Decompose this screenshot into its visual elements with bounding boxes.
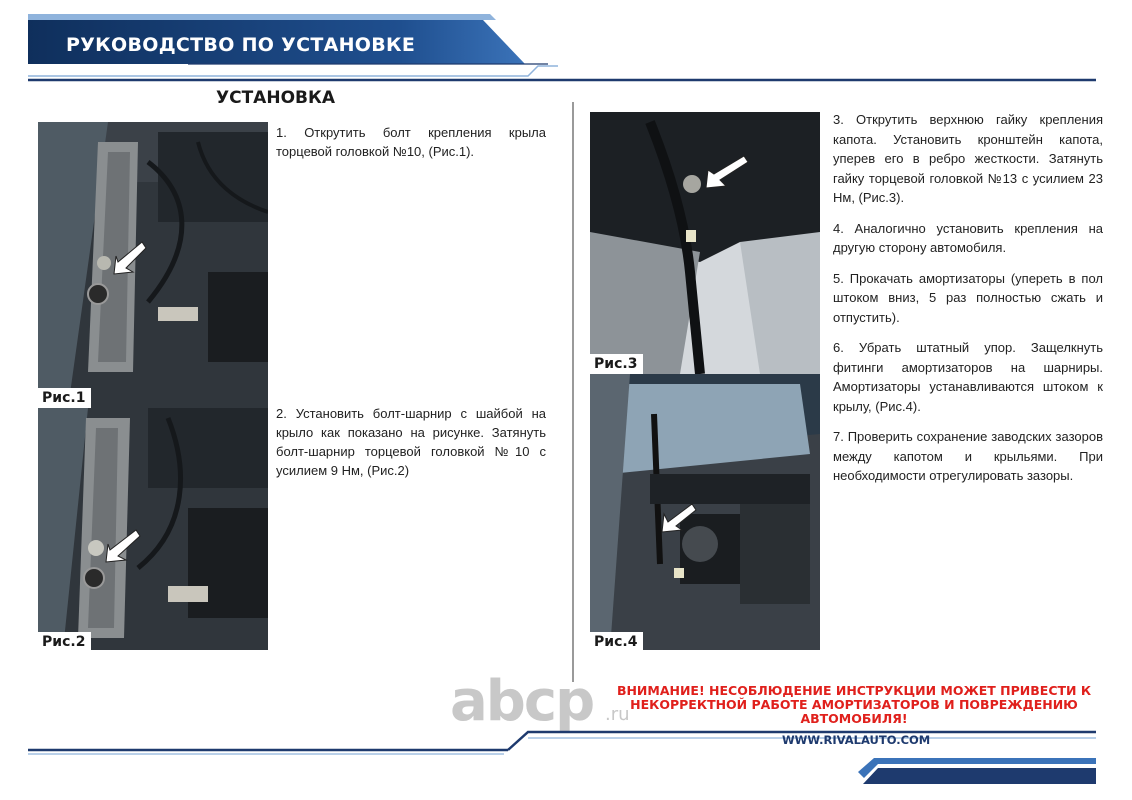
step-4-text: 4. Аналогично установить крепления на другую сторону автомобиля. (833, 220, 1103, 255)
header-rule (28, 60, 1096, 84)
website-link[interactable]: WWW.RIVALAUTO.COM (782, 733, 931, 747)
column-divider (572, 102, 574, 682)
figure-4-caption: Рис.4 (590, 632, 643, 650)
figure-2-caption: Рис.2 (38, 632, 91, 650)
figure-2-photo (38, 408, 268, 650)
figure-3-photo (590, 112, 820, 374)
figure-4-photo (590, 374, 820, 650)
footer-rule (28, 728, 1096, 784)
warning-line-1: ВНИМАНИЕ! НЕСОБЛЮДЕНИЕ ИНСТРУКЦИИ МОЖЕТ ПРИВЕСТИ К (616, 683, 1092, 698)
page-header-title: РУКОВОДСТВО ПО УСТАНОВКЕ (66, 34, 416, 56)
step-2-text: 2. Установить болт-шарнир с шайбой на крыло как показано на рисунке. Затянуть болт-шарнир торцевой головкой №10 с усилием 9 Нм, (Рис.2) (276, 406, 546, 478)
section-title: УСТАНОВКА (216, 88, 336, 108)
figure-3-caption: Рис.3 (590, 354, 643, 374)
right-steps-list (833, 110, 1103, 497)
warning-line-2: НЕКОРРЕКТНОЙ РАБОТЕ АМОРТИЗАТОРОВ И ПОВРЕЖДЕНИЮ (630, 697, 1078, 712)
warning-line-3: АВТОМОБИЛЯ! (800, 711, 908, 726)
step-1-text: 1. Открутить болт крепления крыла торцевой головкой №10, (Рис.1). (276, 125, 546, 159)
step-3-text: 3. Открутить верхнюю гайку крепления капота. Установить кронштейн капота, уперев его в ребро жесткости. Затянуть гайку торцевой головкой №13 с усилием 23 Нм, (Рис.3). (833, 112, 1103, 205)
step-6-text: 6. Убрать штатный упор. Защелкнуть фитинги амортизаторов на шарниры. Амортизаторы устанавливаются штоком к крылу, (Рис.4). (833, 340, 1103, 414)
figure-1-photo (38, 122, 268, 408)
step-7-text: 7. Проверить сохранение заводских зазоров между капотом и крыльями. При необходимости отрегулировать зазоры. (833, 429, 1103, 483)
watermark-domain: .ru (605, 704, 630, 725)
figure-1-caption: Рис.1 (38, 388, 91, 408)
watermark-logo: abcp (450, 669, 594, 734)
warning-notice (600, 684, 1108, 726)
step-5-text: 5. Прокачать амортизаторы (упереть в пол штоком вниз, 5 раз полностью сжать и отпустить). (833, 270, 1103, 325)
